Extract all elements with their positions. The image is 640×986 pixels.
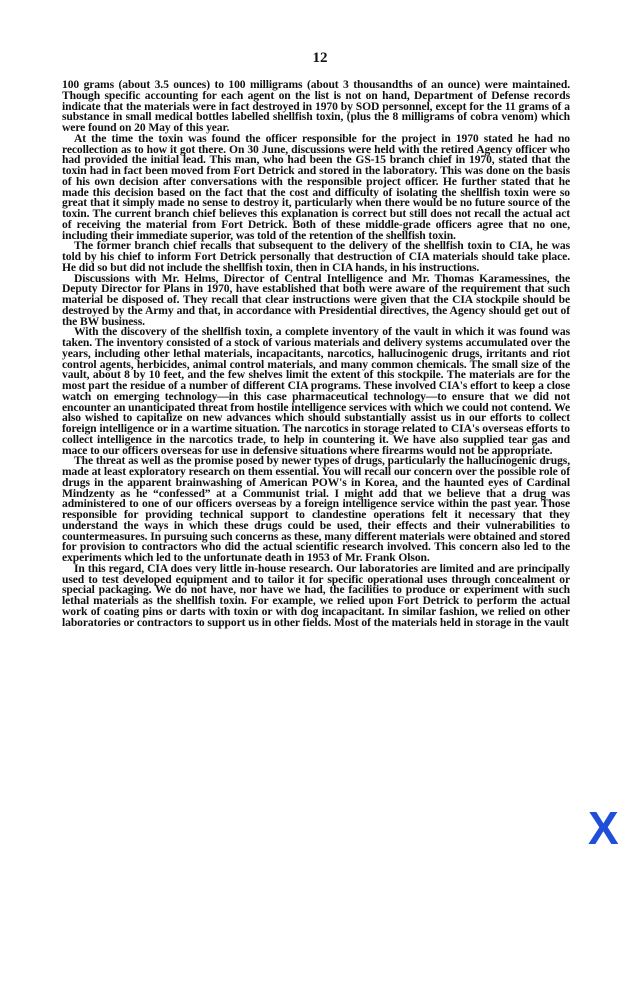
page-number: 12 xyxy=(312,50,328,66)
margin-x-mark: X xyxy=(588,802,619,854)
paragraph-5: With the discovery of the shellfish toxin, a complete inventory of the vault in which it was found was taken. The inventory consisted of a stock of various materials and delivery systems accumulated over the years, including other lethal materials, incapacitants, narcotics, hallucinogenic drugs, irritants and riot control agents, herbicides, animal control materials, and many common chemicals. The small size of the vault, about 8 by 10 feet, and the few shelves limit the extent of this stockpile. The materials are for the most part the residue of a number of different CIA programs. These involved CIA's effort to keep a close watch on emerging technology—in this case pharmaceutical technology—to ensure that we did not encounter an unanticipated threat from hostile intelligence services with which we could not contend. We also wished to capitalize on new advances which should substantially assist us in our efforts to collect foreign intelligence or in a wartime situation. The narcotics in storage related to CIA's overseas efforts to collect intelligence in the narcotics trade, to help in countering it. We have also supplied tear gas and mace to our officers overseas for use in defensive situations where firearms would not be appropriate. xyxy=(62,325,570,457)
paragraph-7: In this regard, CIA does very little in-house research. Our laboratories are limited and are principally used to test developed equipment and to tailor it for specific operational uses through concealment or special packaging. We do not have, nor have we had, the facilities to produce or experiment with such lethal materials as the shellfish toxin. For example, we relied upon Fort Detrick to perform the actual work of coating pins or darts with toxin or with dog incapacitant. In similar fashion, we relied on other laboratories or contractors to support us in other fields. Most of the materials held in storage in the vault xyxy=(62,561,570,629)
paragraph-3: The former branch chief recalls that subsequent to the delivery of the shellfish toxin to CIA, he was told by his chief to inform Fort Detrick personally that destruction of CIA materials should take place. He did so but did not include the shellfish toxin, then in CIA hands, in his instructions. xyxy=(62,239,570,274)
body-text xyxy=(62,80,570,628)
paragraph-1: 100 grams (about 3.5 ounces) to 100 milligrams (about 3 thousandths of an ounce) were maintained. Though specific accounting for each agent on the list is not on hand, Department of Defense records indicate that the materials were in fact destroyed in 1970 by SOD personnel, except for the 11 grams of a substance in small medical bottles labelled shellfish toxin, (plus the 8 milligrams of cobra venom) which were found on 20 May of this year. xyxy=(62,78,570,134)
paragraph-6: The threat as well as the promise posed by newer types of drugs, particularly the hallucinogenic drugs, made at least exploratory research on them essential. You will recall our concern over the possible role of drugs in the apparent brainwashing of American POW's in Korea, and the haunted eyes of Cardinal Mindzenty as he “confessed” at a Communist trial. I might add that we believe that a drug was administered to one of our officers overseas by a foreign intelligence service within the past year. Those responsible for providing technical support to clandestine operations felt it necessary that they understand the ways in which these drugs could be used, their effects and their vulnerabilities to countermeasures. In pursuing such concerns as these, many different materials were obtained and stored for provision to contractors who did the actual scientific research involved. This concern also led to the experiments which led to the unfortunate death in 1953 of Mr. Frank Olson. xyxy=(62,454,570,564)
paragraph-2: At the time the toxin was found the officer responsible for the project in 1970 stated he had no recollection as to how it got there. On 30 June, discussions were held with the retired Agency officer who had provided the initial lead. This man, who had been the GS-15 branch chief in 1970, stated that the toxin had in fact been moved from Fort Detrick and stored in the laboratory. This was done on the basis of his own decision after conversations with the responsible project officer. He further stated that he made this decision based on the fact that the cost and difficulty of isolating the shellfish toxin were so great that it simply made no sense to destroy it, particularly when there would be no future source of the toxin. The current branch chief believes this explanation is correct but still does not recall the actual act of receiving the material from Fort Detrick. Both of these middle-grade officers agree that no one, including their immediate superior, was told of the retention of the shellfish toxin. xyxy=(62,131,570,242)
paragraph-4: Discussions with Mr. Helms, Director of Central Intelligence and Mr. Thomas Karamessines, the Deputy Director for Plans in 1970, have established that both were aware of the requirement that such material be disposed of. They recall that clear instructions were given that the CIA stockpile should be destroyed by the Army and that, in accordance with Presidential directives, the Agency should get out of the BW business. xyxy=(62,271,570,328)
